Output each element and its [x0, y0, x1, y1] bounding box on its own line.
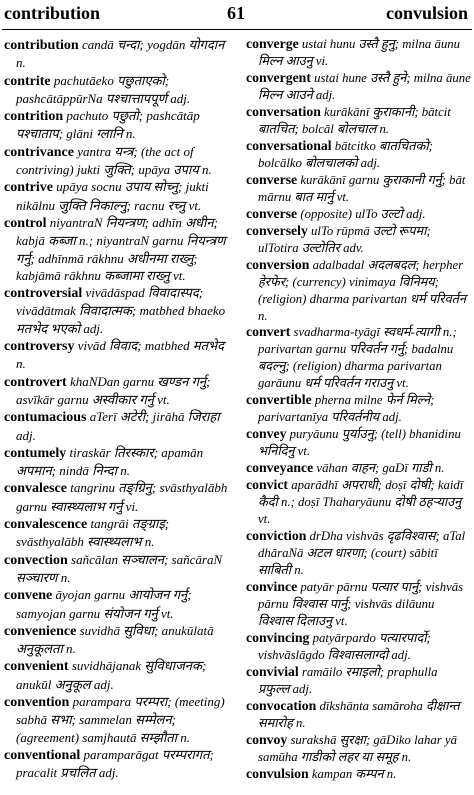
entry-headword: convention	[4, 694, 70, 710]
entry-definition: dīkshānta samāroha दीक्षान्त समारोह n.	[258, 698, 460, 730]
dictionary-entry	[246, 766, 472, 783]
entry-headword: contumely	[4, 445, 67, 461]
entry-headword: convene	[4, 588, 53, 604]
entry-headword: convocation	[246, 697, 317, 713]
dictionary-entry	[246, 477, 472, 528]
dictionary-entry	[246, 138, 472, 172]
entry-headword: controversial	[4, 286, 83, 302]
dictionary-entry	[246, 460, 472, 477]
entry-headword: converse	[246, 171, 298, 187]
entry-headword: conversely	[246, 222, 308, 238]
entry-definition: ramāilo रमाइलो; praphulla प्रफुल्ल adj.	[258, 664, 438, 696]
entry-headword: contribution	[4, 38, 79, 53]
dictionary-entry	[4, 586, 230, 622]
entry-definition: yantra यन्त्र; (the act of contriving) jukti जुक्ति; upāya उपाय n.	[16, 143, 212, 178]
entry-headword: converse	[246, 205, 298, 221]
entry-headword: controvert	[4, 374, 67, 390]
dictionary-entry	[4, 373, 230, 409]
entry-definition: kurākānī garnu कुराकानी गर्नु; bāt mārnu बात मार्नु vt.	[258, 172, 466, 204]
dictionary-entry	[4, 178, 230, 214]
dictionary-entry	[246, 392, 472, 426]
entry-headword: contrive	[4, 180, 53, 196]
header-rule	[2, 29, 472, 30]
entry-headword: convey	[246, 426, 287, 442]
dictionary-entry	[4, 515, 230, 551]
entry-definition: kurākānī कुराकानी; bātcit बातचित; bolcāl बोलचाल n.	[258, 104, 451, 136]
entry-headword: conversion	[246, 256, 310, 272]
entry-headword: converge	[246, 36, 299, 51]
entry-definition: bātcitko बातचितको; bolcālko बोलचालको adj.	[258, 138, 433, 170]
entry-headword: convection	[4, 552, 68, 568]
entry-headword: conveyance	[246, 460, 314, 476]
entry-headword: convincing	[246, 629, 310, 645]
entry-definition: pherna milne फेर्न मिल्ने; parivartanīya परिवर्तनीय adj.	[258, 393, 435, 425]
entry-headword: convertible	[246, 392, 312, 408]
entry-definition: aparādhī अपराधी; doṣī दोषी; kaidī कैदी n.; doṣī Thaharyāunu दोषी ठहऱ्याउनु vt.	[258, 478, 464, 527]
dictionary-entry	[246, 698, 472, 732]
entry-definition: ulTo rūpmā उल्टो रूपमा; ulTotira उल्टोतिर adv.	[258, 223, 431, 255]
page-header	[4, 2, 468, 26]
entry-headword: convoy	[246, 731, 288, 747]
entry-headword: convalescence	[4, 517, 88, 533]
dictionary-entry	[246, 257, 472, 325]
dictionary-entry	[246, 528, 472, 579]
entry-definition: vivādāspad विवादास्पद; vivādātmak विवादात्मक; matbhed bhaeko मतभेद भएको adj.	[16, 285, 226, 336]
dictionary-entry	[4, 214, 230, 284]
entry-definition: adalbadal अदलबदल; herpher हेरफेर; (currency) vinimaya विनिमय; (religion) dharma parivartan धर्म परिवर्तन n.	[258, 257, 467, 323]
entry-definition: svadharma-tyāgī स्वधर्म-त्यागी n.; parivartan garnu परिवर्तन गर्नु; badalnu बदल्नु; (religion) dharma parivartan garāunu धर्म परिवर्तन गराउनु vt.	[258, 325, 457, 391]
entry-headword: convenience	[4, 623, 77, 639]
page-number: 61	[227, 3, 245, 23]
dictionary-entry	[246, 172, 472, 206]
entry-definition: khaNDan garnu खण्डन गर्नु; asvīkār garnu अस्वीकार गर्नु vt.	[16, 373, 211, 407]
dictionary-entry	[4, 408, 230, 444]
entry-definition: parampara परम्परा; (meeting) sabhā सभा; sammelan सम्मेलन; (agreement) samjhautā सम्झौता n.	[16, 693, 225, 745]
entry-definition: drDha vishvās दृढविश्वास; aTal dhāraNā अटल धारणा; (court) sābitī साबिती n.	[258, 529, 466, 578]
entry-headword: contrition	[4, 109, 64, 125]
entry-definition: pachuto पछुतो; pashcātāp पश्चाताप; glāni ग्लानि n.	[16, 108, 200, 142]
dictionary-entry	[246, 206, 472, 223]
entry-definition: sañcālan सञ्चालन; sañcāraN सञ्चारण n.	[16, 551, 223, 585]
entry-definition: upāya socnu उपाय सोच्नु; jukti nikālnu जुक्ति निकाल्नु; racnu रच्नु vt.	[16, 179, 209, 213]
entry-headword: conventional	[4, 747, 81, 763]
entry-definition: ustai hune उस्तै हुने; milna āune मिल्न आउने adj.	[258, 70, 471, 102]
dictionary-entry	[246, 223, 472, 257]
dictionary-entry	[246, 579, 472, 630]
entry-definition: (opposite) ulTo उल्टो adj.	[300, 206, 426, 221]
entry-definition: vivād विवाद; matbhed मतभेद n.	[16, 338, 225, 372]
dictionary-entry	[246, 732, 472, 766]
entry-headword: convergent	[246, 69, 311, 85]
entry-definition: patyār pārnu पत्यार पार्नु; vishvās pārnu विश्वास पार्नु; vishvās dilāunu विश्वास दिलाउनु vt.	[258, 580, 464, 628]
entry-definition: tangrinu तङ्ग्रिनु; svāsthyalābh garnu स्वास्थ्यलाभ गर्नु vi.	[16, 480, 228, 514]
entry-definition: patyārpardo पत्यारपार्दो; vishvāslāgdo विश्वासलाग्दो adj.	[258, 630, 431, 662]
entry-headword: convict	[246, 477, 289, 493]
entry-headword: contrivance	[4, 144, 74, 160]
entry-headword: contrite	[4, 73, 51, 89]
left-guide-word: contribution	[4, 3, 101, 23]
entry-definition: vāhan वाहन; gaDī गाडी n.	[316, 461, 445, 476]
entry-definition: surakshā सुरक्षा; gāDiko lahar yā samūha गाडीको लहर या समूह n.	[258, 732, 457, 764]
entry-definition: paramparāgat परम्परागत; pracalit प्रचलित adj.	[16, 746, 214, 781]
left-column	[4, 36, 230, 781]
dictionary-entry	[246, 324, 472, 392]
dictionary-entry	[4, 657, 230, 693]
entry-headword: contumacious	[4, 410, 87, 426]
entry-headword: conversational	[246, 137, 332, 153]
dictionary-entry	[246, 630, 472, 664]
entry-headword: convulsion	[246, 765, 309, 781]
entry-definition: puryāunu पुर्याउनु; (tell) bhanidinu भनिदिनु vt.	[258, 427, 461, 459]
entry-definition: suvidhā सुविधा; anukūlatā अनुकूलता n.	[16, 622, 214, 657]
entry-definition: niyantraN नियन्त्रण; adhīn अधीन; kabjā कब्जा n.; niyantraN garnu नियन्त्रण गर्नु; adhīnmā rākhnu अधीनमा राख्नु; kabjāmā rākhnu कब्जामा राख्नु vt.	[16, 214, 226, 283]
dictionary-entry	[246, 70, 472, 104]
dictionary-entry	[4, 72, 230, 108]
dictionary-entry	[246, 36, 472, 70]
entry-headword: convenient	[4, 659, 69, 675]
right-column	[246, 36, 472, 783]
entry-headword: conviction	[246, 528, 307, 544]
entry-definition: candā चन्दा; yogdān योगदान n.	[16, 37, 225, 71]
dictionary-entry	[4, 693, 230, 746]
dictionary-entry	[246, 426, 472, 460]
entry-definition: ustai hunu उस्तै हुनु; milna āunu मिल्न आउनु vi.	[258, 37, 460, 68]
entry-headword: convivial	[246, 663, 299, 679]
dictionary-entry	[246, 664, 472, 698]
entry-definition: suvidhājanak सुविधाजनक; anukūl अनुकूल adj.	[16, 658, 207, 692]
entry-definition: aTerī अटेरी; jirāhā जिराहा adj.	[16, 409, 220, 443]
dictionary-entry	[4, 36, 230, 72]
dictionary-entry	[4, 284, 230, 337]
dictionary-entry	[4, 551, 230, 587]
entry-headword: convince	[246, 579, 298, 594]
entry-headword: controversy	[4, 339, 75, 355]
dictionary-entry	[4, 746, 230, 782]
entry-headword: convert	[246, 324, 291, 340]
dictionary-entry	[246, 104, 472, 138]
entry-definition: tiraskār तिरस्कार; apamān अपमान; nindā निन्दा n.	[16, 444, 204, 479]
dictionary-entry	[4, 479, 230, 515]
entry-definition: āyojan garnu आयोजन गर्नु; samyojan garnu संयोजन गर्नु vt.	[16, 587, 192, 621]
entry-headword: control	[4, 215, 47, 231]
entry-headword: conversation	[246, 103, 321, 119]
entry-definition: tangrāi तङ्ग्राइ; svāsthyalābh स्वास्थ्यलाभ n.	[16, 516, 170, 550]
right-guide-word: convulsion	[385, 3, 468, 23]
entry-definition: pachutāeko पछुताएको; pashcātāppūrNa पश्चात्तापपूर्ण adj.	[16, 72, 191, 106]
dictionary-entry	[4, 143, 230, 179]
entry-definition: kampan कम्पन n.	[311, 766, 397, 781]
dictionary-entry	[4, 622, 230, 658]
dictionary-entry	[4, 337, 230, 373]
dictionary-entry	[4, 107, 230, 143]
dictionary-entry	[4, 444, 230, 480]
entry-headword: convalesce	[4, 481, 67, 497]
